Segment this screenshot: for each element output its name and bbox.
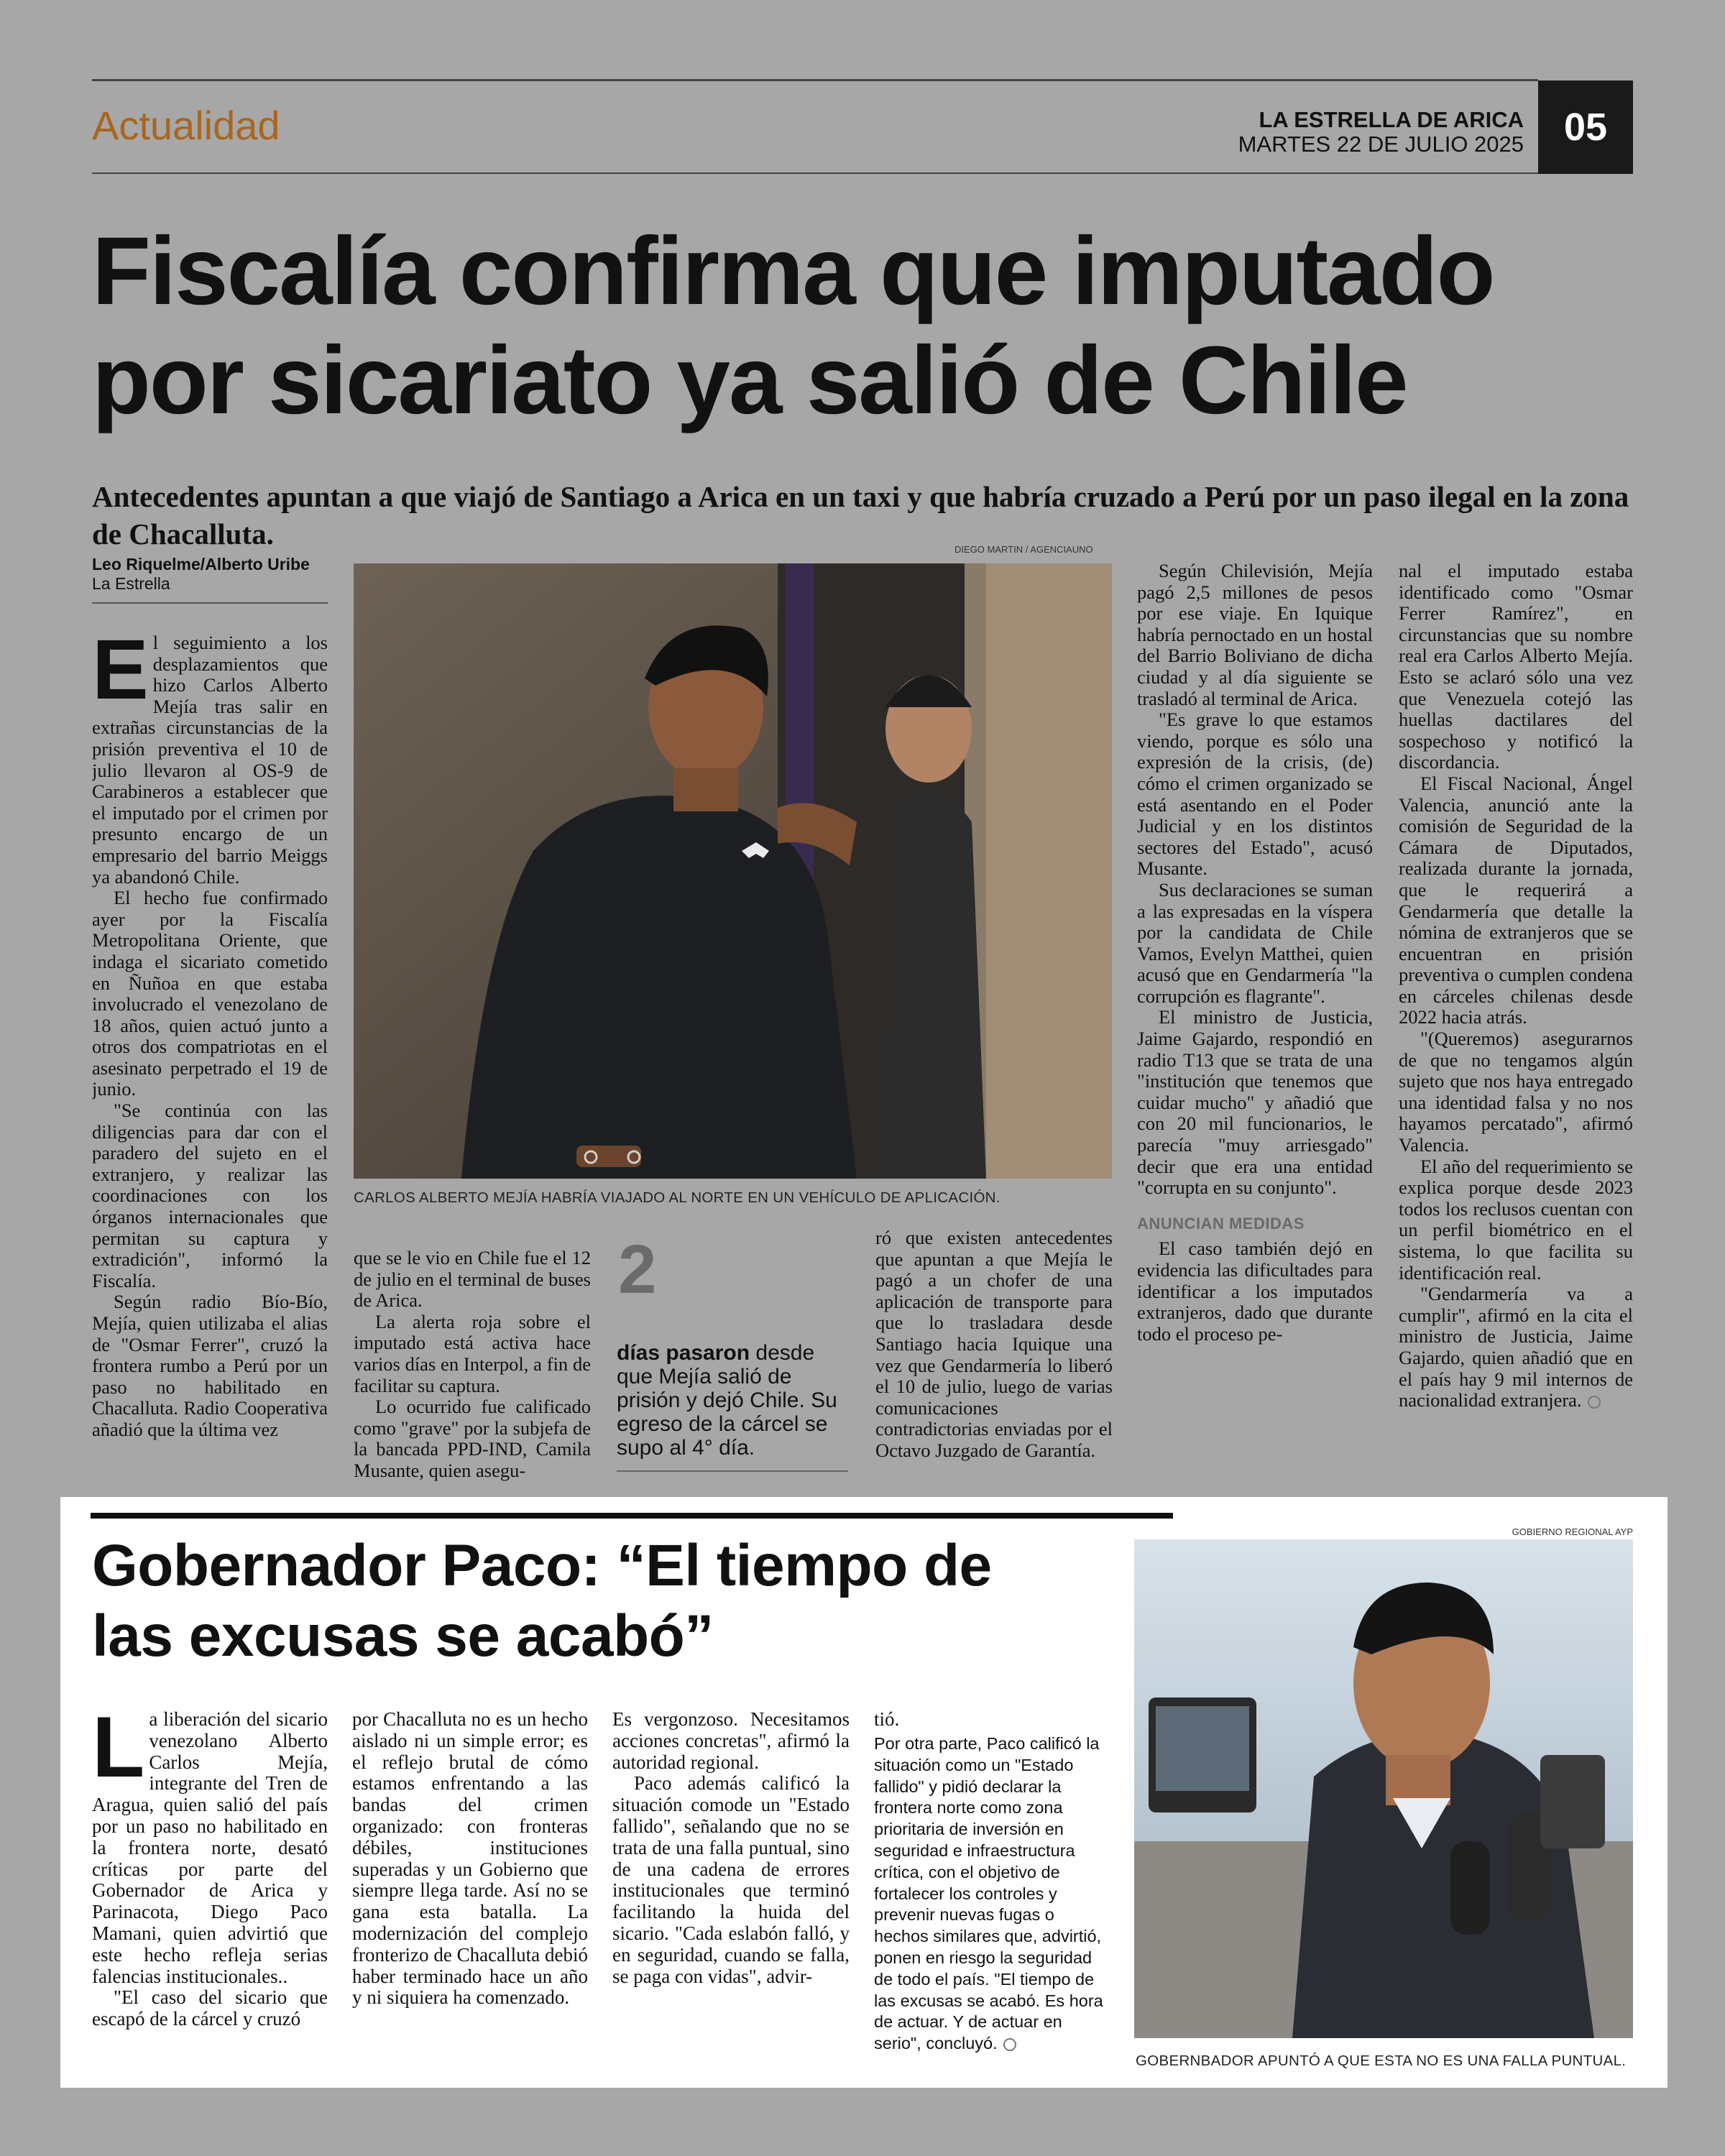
sidebar-headline-line-2: las excusas se acabó” xyxy=(92,1603,714,1669)
story1-paragraph: El ministro de Justicia, Jaime Gajardo, respondió en radio T13 que se trata de una "institución que tenemos que cuidar mucho" y añadió que con 20 mil funcionarios, le parecía "muy arriesgado" decir que era una entidad "corrupta en su conjunto". xyxy=(1137,1006,1373,1199)
factbox-number: 2 xyxy=(618,1231,657,1308)
story1-paragraph: El hecho fue confirmado ayer por la Fiscalía Metropolitana Oriente, que indaga el sicariato cometido en Ñuñoa en que estaba involucrado el venezolano de 18 años, quien actuó junto a otros dos compatriotas en el asesinato perpetrado el 19 de junio. xyxy=(92,887,328,1100)
story1-column-1 xyxy=(92,632,328,1495)
story1-paragraph: "(Queremos) asegurarnos de que no tengamos algún sujeto que nos haya entregado una identidad falsa y no nos hayamos percatado", afirmó Valencia. xyxy=(1399,1028,1633,1156)
factbox-highlight: días pasaron xyxy=(617,1341,750,1365)
sidebar-paragraph: Es vergonzoso. Necesitamos acciones concretas", afirmó la autoridad regional. xyxy=(612,1709,850,1773)
sidebar-column-3 xyxy=(612,1709,850,2076)
story1-column-5 xyxy=(1399,561,1633,1499)
sidebar-column-4-top xyxy=(874,1709,1111,1733)
issue-date: MARTES 22 DE JULIO 2025 xyxy=(1238,132,1524,157)
governor-photo-illustration xyxy=(1134,1539,1633,2038)
suspect-photo xyxy=(354,563,1112,1179)
factbox-rule xyxy=(617,1470,848,1472)
sidebar-paragraph: por Chacalluta no es un hecho aislado ni un simple error; es el reflejo brutal de cómo estamos enfrentando a las bandas del crimen organizado: con fronteras débiles, instituciones superadas y un Gobierno que siempre llega tarde. Así no se gana esta batalla. La modernización del complejo fronterizo de Chacalluta debió haber terminado hace un año y ni siquiera ha comenzado. xyxy=(352,1709,588,2009)
governor-photo xyxy=(1134,1539,1633,2038)
byline-rule xyxy=(92,602,328,604)
story1-column-4 xyxy=(1137,561,1373,1499)
subheadline: Antecedentes apuntan a que viajó de Santiago a Arica en un taxi y que habría cruzado a Perú por un paso ilegal en la zona de Chacalluta. xyxy=(92,480,1629,550)
sidebar-top-rule xyxy=(91,1513,1173,1519)
suspect-photo-illustration xyxy=(354,563,1112,1179)
end-of-story-icon xyxy=(1003,2038,1016,2051)
sidebar-paragraph: La liberación del sicario venezolano Alberto Carlos Mejía, integrante del Tren de Aragua, quien salió del país por un paso no habilitado en la frontera norte, desató críticas por parte del Gobernador de Arica y Parinacota, Diego Paco Mamani, quien advirtió que este hecho refleja serias falencias institucionales.. xyxy=(92,1709,328,1987)
end-of-story-icon xyxy=(1588,1396,1601,1409)
story1-paragraph: Lo ocurrido fue calificado como "grave" por la subjefa de la bancada PPD-IND, Camila Musante, quien asegu- xyxy=(354,1396,591,1481)
sidebar-paragraph: "El caso del sicario que escapó de la cárcel y cruzó xyxy=(92,1986,328,2030)
header-top-rule xyxy=(92,79,1538,81)
sidebar-photo-caption: GOBERNBADOR APUNTÓ A QUE ESTA NO ES UNA FALLA PUNTUAL. xyxy=(1136,2053,1627,2069)
sidebar-paragraph: tió. xyxy=(874,1709,900,1730)
story1-column-3 xyxy=(875,1227,1113,1499)
photo-credit: DIEGO MARTIN / AGENCIAUNO xyxy=(954,544,1093,555)
story1-paragraph: Según radio Bío-Bío, Mejía, quien utilizaba el alias de "Osmar Ferrer", cruzó la frontera rumbo a Perú por un paso no habilitado en Chacalluta. Radio Cooperativa añadió que la última vez xyxy=(92,1291,328,1440)
story1-column-2 xyxy=(354,1248,591,1499)
section-label: Actualidad xyxy=(92,103,280,148)
headline-line-1: Fiscalía confirma que imputado xyxy=(92,218,1494,325)
sidebar-headline xyxy=(92,1531,1098,1672)
main-headline xyxy=(92,217,1637,436)
drop-cap: E xyxy=(92,632,149,717)
sidebar-column-1 xyxy=(92,1709,328,2076)
story1-paragraph: El Fiscal Nacional, Ángel Valencia, anunció ante la comisión de Seguridad de la Cámara de Diputados, realizada durante la jornada, que le requerirá a Gendarmería que detalle la nómina de extranjeros que se encuentran en prisión preventiva o cumplen condena en cárceles chilenas desde 2022 hacia atrás. xyxy=(1399,772,1633,1028)
story1-paragraph: Sus declaraciones se suman a las expresadas en la víspera por la candidata de Chile Vamos, Evelyn Matthei, quien acusó que en Gendarmería "la corrupción es flagrante". xyxy=(1137,878,1373,1007)
story1-paragraph: La alerta roja sobre el imputado está activa hace varios días en Interpol, a fin de facilitar su captura. xyxy=(354,1310,591,1396)
sidebar-headline-line-1: Gobernador Paco: “El tiempo de xyxy=(92,1533,992,1598)
byline-outlet: La Estrella xyxy=(92,574,170,593)
story1-paragraph: "Gendarmería va a cumplir", afirmó en la cita el ministro de Justicia, Jaime Gajardo, quien añadió que en el país hay 9 mil internos de nacionalidad extranjera. xyxy=(1399,1283,1633,1411)
story1-paragraph: El caso también dejó en evidencia las dificultades para identificar a los imputados extranjeros, dado que durante todo el proceso pe- xyxy=(1137,1238,1373,1345)
subsection-heading: ANUNCIAN MEDIDAS xyxy=(1137,1214,1305,1233)
byline xyxy=(92,555,329,594)
sidebar-column-4 xyxy=(874,1733,1111,2076)
sidebar-drop-cap: L xyxy=(92,1709,145,1795)
story1-paragraph: Según Chilevisión, Mejía pagó 2,5 millones de pesos por ese viaje. En Iquique habría pernoctado en un hostal del Barrio Boliviano de dicha ciudad y al día siguiente se trasladó al terminal de Arica. xyxy=(1137,561,1373,709)
story1-paragraph: "Se continúa con las diligencias para dar con el paradero del sujeto en el extranjero, y realizar las coordinaciones con los órganos internacionales que permitan su captura y extradición", informó la Fiscalía. xyxy=(92,1100,328,1291)
headline-line-2: por sicariato ya salió de Chile xyxy=(92,327,1407,434)
page-number: 05 xyxy=(1538,80,1633,174)
masthead xyxy=(1238,108,1524,157)
story1-paragraph: El año del requerimiento se explica porque desde 2023 todos los reclusos cuentan con un perfil biométrico en el sistema, lo que facilita su identificación real. xyxy=(1399,1155,1633,1284)
factbox-text: desde que Mejía salió de prisión y dejó Chile. Su egreso de la cárcel se supo al 4° día. xyxy=(617,1341,837,1460)
factbox xyxy=(617,1341,854,1460)
sidebar-column-2 xyxy=(352,1709,588,2076)
photo-caption: CARLOS ALBERTO MEJÍA HABRÍA VIAJADO AL NORTE EN UN VEHÍCULO DE APLICACIÓN. xyxy=(354,1189,1000,1206)
story1-paragraph: El seguimiento a los desplazamientos que hizo Carlos Alberto Mejía tras salir en extrañas circunstancias de la prisión preventiva el 10 de julio llevaron al OS-9 de Carabineros a establecer que el imputado por el crimen por presunto encargo de un empresario del barrio Meiggs ya abandonó Chile. xyxy=(92,632,328,888)
story1-paragraph: "Es grave lo que estamos viendo, porque es sólo una expresión de la crisis, (de) cómo el crimen organizado se está asentando en el Poder Judicial y en los distintos sectores del Estado", acusó Musante. xyxy=(1137,709,1373,880)
publication-name: LA ESTRELLA DE ARICA xyxy=(1259,107,1524,132)
byline-authors: Leo Riquelme/Alberto Uribe xyxy=(92,555,310,573)
header-bottom-rule xyxy=(92,172,1538,174)
story1-paragraph: nal el imputado estaba identificado como "Osmar Ferrer Ramírez", en circunstancias que su nombre real era Carlos Alberto Mejía. Esto se aclaró sólo una vez que Venezuela cotejó las huellas dactilares del sospechoso y notificó la discordancia. xyxy=(1399,561,1633,773)
story1-paragraph: que se le vio en Chile fue el 12 de julio en el terminal de buses de Arica. xyxy=(354,1248,591,1312)
sidebar-paragraph: Paco además calificó la situación comode un "Estado fallido", señalando que no se trata de una falla puntual, sino de una cadena de errores institucionales que terminó facilitando la huida del sicario. "Cada eslabón falló, y en seguridad, cuando se falla, se paga con vidas", advir- xyxy=(612,1772,850,1987)
story1-paragraph: ró que existen antecedentes que apuntan a que Mejía le pagó a un chofer de una aplicación de transporte para que lo trasladara desde Santiago hacia Iquique una vez que Gendarmería lo liberó el 10 de julio, luego de varias comunicaciones contradictorias enviadas por el Octavo Juzgado de Garantía. xyxy=(875,1227,1113,1461)
sidebar-photo-credit: GOBIERNO REGIONAL AYP xyxy=(1512,1526,1633,1537)
sidebar-paragraph: Por otra parte, Paco calificó la situación como un "Estado fallido" y pidió declarar la frontera norte como zona prioritaria de inversión en seguridad e infraestructura crítica, con el objetivo de fortalecer los controles y prevenir nuevas fugas o hechos similares que, advirtió, ponen en riesgo la seguridad de todo el país. "El tiempo de las excusas se acabó. Es hora de actuar. Y de actuar en serio", concluyó. xyxy=(874,1734,1103,2053)
